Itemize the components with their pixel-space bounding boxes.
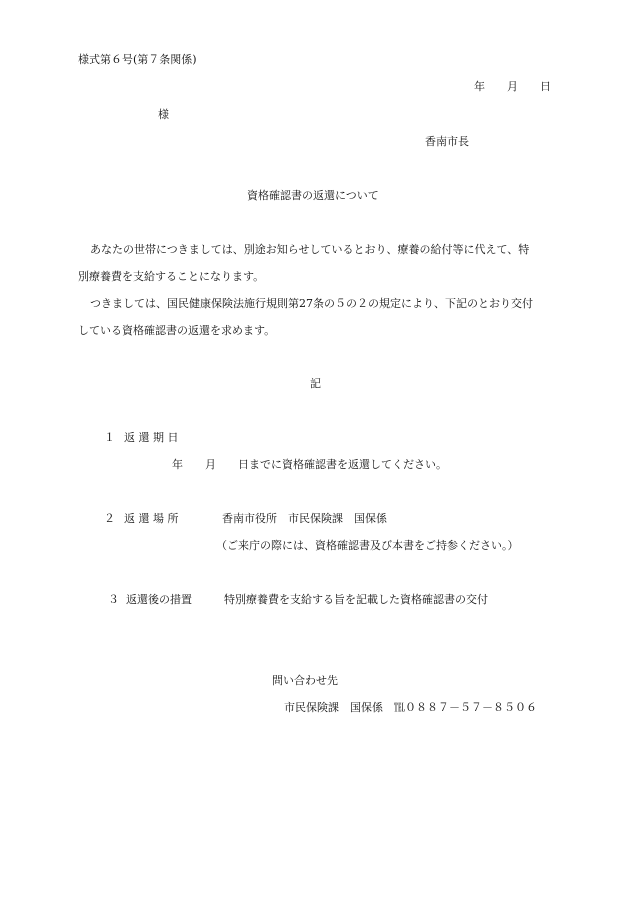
item2-note: （ご来庁の際には、資格確認書及び本書をご持参ください。） (216, 539, 519, 552)
item2-number: ２ (104, 512, 115, 525)
document-title: 資格確認書の返還について (247, 189, 379, 202)
item3-value: 特別療養費を支給する旨を記載した資格確認書の交付 (224, 593, 488, 606)
sender: 香南市長 (425, 135, 469, 148)
contact-line: 市民保険課 国保係 ℡０８８７－５７－８５０６ (284, 701, 537, 714)
body-para2-line1: つきましては、国民健康保険法施行規則第27条の５の２の規定により、下記のとおり交付 (90, 297, 533, 310)
item1-number: １ (104, 431, 115, 444)
date-day: 日 (540, 80, 551, 93)
item2-value: 香南市役所 市民保険課 国保係 (222, 512, 387, 525)
recipient-suffix: 様 (158, 108, 169, 121)
date-month: 月 (507, 80, 518, 93)
body-para2-line2: している資格確認書の返還を求めます。 (78, 324, 276, 337)
contact-heading: 問い合わせ先 (272, 674, 338, 687)
item1-label: 返 還 期 日 (124, 431, 179, 444)
body-para1-line1: あなたの世帯につきましては、別途お知らせしているとおり、療養の給付等に代えて、特 (90, 243, 530, 256)
item1-year: 年 (172, 458, 183, 471)
date-year: 年 (474, 80, 485, 93)
item3-number: ３ (108, 593, 119, 606)
item1-value: 日までに資格確認書を返還してください。 (238, 458, 447, 471)
form-number: 様式第６号(第７条関係) (78, 53, 197, 66)
ki-heading: 記 (310, 377, 321, 390)
item3-label: 返還後の措置 (126, 593, 192, 606)
item2-label: 返 還 場 所 (124, 512, 179, 525)
item1-month: 月 (205, 458, 216, 471)
body-para1-line2: 別療養費を支給することになります。 (78, 270, 265, 283)
